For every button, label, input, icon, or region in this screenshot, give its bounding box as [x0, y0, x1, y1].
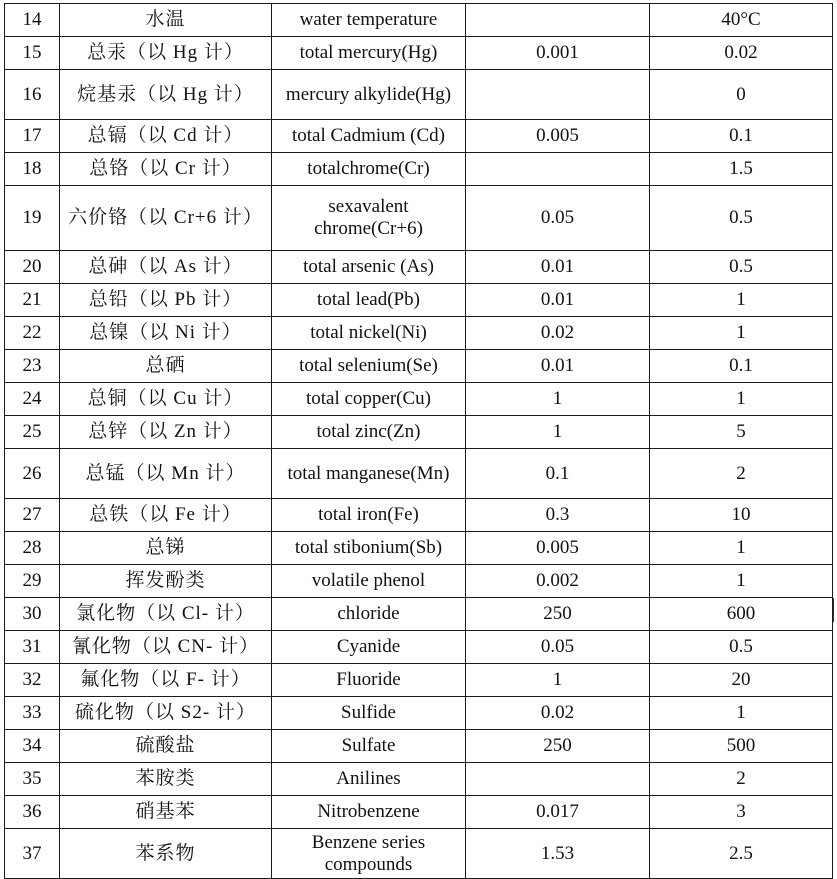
row-number-cell: 37: [5, 829, 60, 879]
row-number-cell: 34: [5, 730, 60, 763]
english-name-cell: Benzene series compounds: [272, 829, 466, 879]
table-row: [5, 631, 833, 664]
value-col-a-cell: 0.001: [466, 37, 650, 70]
row-number-cell: 29: [5, 565, 60, 598]
value-col-a-cell: 0.002: [466, 565, 650, 598]
english-name-cell: total selenium(Se): [272, 350, 466, 383]
value-col-a-cell: 1: [466, 664, 650, 697]
row-number-cell: 19: [5, 186, 60, 251]
value-col-b-cell: 0.5: [650, 251, 833, 284]
table-row: [5, 796, 833, 829]
chinese-name-cell: 总锰（以 Mn 计）: [60, 449, 272, 499]
value-col-b-cell: 0.1: [650, 350, 833, 383]
value-col-a-cell: 0.01: [466, 284, 650, 317]
value-col-a-cell: 0.02: [466, 697, 650, 730]
value-col-b-cell: 1: [650, 532, 833, 565]
chinese-name-cell: 总铅（以 Pb 计）: [60, 284, 272, 317]
table-row: [5, 120, 833, 153]
value-col-b-cell: 1: [650, 383, 833, 416]
value-col-a-cell: 0.02: [466, 317, 650, 350]
table-row: [5, 730, 833, 763]
table-row: [5, 153, 833, 186]
table-row: [5, 598, 833, 631]
chinese-name-cell: 六价铬（以 Cr+6 计）: [60, 186, 272, 251]
english-name-cell: Sulfide: [272, 697, 466, 730]
value-col-b-cell: 5: [650, 416, 833, 449]
table-row: [5, 697, 833, 730]
value-col-b-cell: 2.5: [650, 829, 833, 879]
value-col-a-cell: 1: [466, 416, 650, 449]
value-col-b-cell: 600: [650, 598, 833, 631]
value-col-b-cell: 1: [650, 697, 833, 730]
english-name-cell: total copper(Cu): [272, 383, 466, 416]
value-col-b-cell: 1: [650, 565, 833, 598]
row-number-cell: 27: [5, 499, 60, 532]
english-name-cell: Sulfate: [272, 730, 466, 763]
english-name-cell: total nickel(Ni): [272, 317, 466, 350]
margin-mark: [833, 598, 834, 622]
table-row: [5, 186, 833, 251]
value-col-a-cell: 0.005: [466, 532, 650, 565]
value-col-a-cell: 0.017: [466, 796, 650, 829]
pollutant-limits-table: [4, 3, 833, 879]
value-col-b-cell: 500: [650, 730, 833, 763]
value-col-a-cell: 0.01: [466, 251, 650, 284]
value-col-a-cell: 0.01: [466, 350, 650, 383]
table-row: [5, 251, 833, 284]
table-row: [5, 416, 833, 449]
table-row: [5, 449, 833, 499]
english-name-cell: total mercury(Hg): [272, 37, 466, 70]
row-number-cell: 17: [5, 120, 60, 153]
chinese-name-cell: 水温: [60, 4, 272, 37]
value-col-b-cell: 3: [650, 796, 833, 829]
table-row: [5, 350, 833, 383]
english-name-cell: volatile phenol: [272, 565, 466, 598]
table-row: [5, 499, 833, 532]
chinese-name-cell: 总铜（以 Cu 计）: [60, 383, 272, 416]
table-row: [5, 70, 833, 120]
english-name-cell: total zinc(Zn): [272, 416, 466, 449]
row-number-cell: 30: [5, 598, 60, 631]
value-col-b-cell: 1: [650, 284, 833, 317]
value-col-b-cell: 0.5: [650, 631, 833, 664]
chinese-name-cell: 硫化物（以 S2- 计）: [60, 697, 272, 730]
row-number-cell: 28: [5, 532, 60, 565]
table-row: [5, 763, 833, 796]
table-row: [5, 532, 833, 565]
value-col-b-cell: 10: [650, 499, 833, 532]
english-name-cell: chloride: [272, 598, 466, 631]
english-name-cell: totalchrome(Cr): [272, 153, 466, 186]
english-name-cell: mercury alkylide(Hg): [272, 70, 466, 120]
row-number-cell: 35: [5, 763, 60, 796]
row-number-cell: 18: [5, 153, 60, 186]
row-number-cell: 22: [5, 317, 60, 350]
table-row: [5, 565, 833, 598]
row-number-cell: 21: [5, 284, 60, 317]
chinese-name-cell: 总镉（以 Cd 计）: [60, 120, 272, 153]
english-name-cell: total arsenic (As): [272, 251, 466, 284]
table-row: [5, 317, 833, 350]
chinese-name-cell: 苯胺类: [60, 763, 272, 796]
value-col-a-cell: [466, 4, 650, 37]
value-col-b-cell: 20: [650, 664, 833, 697]
chinese-name-cell: 总铁（以 Fe 计）: [60, 499, 272, 532]
chinese-name-cell: 总砷（以 As 计）: [60, 251, 272, 284]
value-col-b-cell: 1: [650, 317, 833, 350]
value-col-b-cell: 2: [650, 763, 833, 796]
table-row: [5, 383, 833, 416]
table-row: [5, 4, 833, 37]
chinese-name-cell: 总锌（以 Zn 计）: [60, 416, 272, 449]
row-number-cell: 32: [5, 664, 60, 697]
value-col-b-cell: 2: [650, 449, 833, 499]
row-number-cell: 15: [5, 37, 60, 70]
chinese-name-cell: 挥发酚类: [60, 565, 272, 598]
english-name-cell: water temperature: [272, 4, 466, 37]
english-name-cell: sexavalent chrome(Cr+6): [272, 186, 466, 251]
value-col-b-cell: 0.02: [650, 37, 833, 70]
value-col-a-cell: [466, 70, 650, 120]
value-col-b-cell: 0.1: [650, 120, 833, 153]
row-number-cell: 24: [5, 383, 60, 416]
chinese-name-cell: 硝基苯: [60, 796, 272, 829]
value-col-a-cell: 0.05: [466, 186, 650, 251]
value-col-b-cell: 0.5: [650, 186, 833, 251]
value-col-b-cell: 40°C: [650, 4, 833, 37]
chinese-name-cell: 总锑: [60, 532, 272, 565]
row-number-cell: 25: [5, 416, 60, 449]
chinese-name-cell: 苯系物: [60, 829, 272, 879]
english-name-cell: Anilines: [272, 763, 466, 796]
value-col-a-cell: 0.005: [466, 120, 650, 153]
english-name-cell: Cyanide: [272, 631, 466, 664]
table-row: [5, 37, 833, 70]
row-number-cell: 26: [5, 449, 60, 499]
table-row: [5, 664, 833, 697]
chinese-name-cell: 氯化物（以 Cl- 计）: [60, 598, 272, 631]
value-col-a-cell: 0.05: [466, 631, 650, 664]
value-col-a-cell: 0.1: [466, 449, 650, 499]
english-name-cell: total manganese(Mn): [272, 449, 466, 499]
chinese-name-cell: 烷基汞（以 Hg 计）: [60, 70, 272, 120]
english-name-cell: total iron(Fe): [272, 499, 466, 532]
chinese-name-cell: 总铬（以 Cr 计）: [60, 153, 272, 186]
table-body: [5, 4, 833, 879]
value-col-a-cell: 1: [466, 383, 650, 416]
row-number-cell: 36: [5, 796, 60, 829]
chinese-name-cell: 氰化物（以 CN- 计）: [60, 631, 272, 664]
value-col-a-cell: 250: [466, 730, 650, 763]
value-col-a-cell: 1.53: [466, 829, 650, 879]
row-number-cell: 23: [5, 350, 60, 383]
row-number-cell: 31: [5, 631, 60, 664]
value-col-a-cell: [466, 153, 650, 186]
english-name-cell: total Cadmium (Cd): [272, 120, 466, 153]
value-col-a-cell: [466, 763, 650, 796]
chinese-name-cell: 氟化物（以 F- 计）: [60, 664, 272, 697]
chinese-name-cell: 总镍（以 Ni 计）: [60, 317, 272, 350]
english-name-cell: total stibonium(Sb): [272, 532, 466, 565]
table-row: [5, 829, 833, 879]
chinese-name-cell: 总汞（以 Hg 计）: [60, 37, 272, 70]
chinese-name-cell: 硫酸盐: [60, 730, 272, 763]
row-number-cell: 16: [5, 70, 60, 120]
value-col-a-cell: 250: [466, 598, 650, 631]
value-col-b-cell: 0: [650, 70, 833, 120]
row-number-cell: 14: [5, 4, 60, 37]
english-name-cell: Fluoride: [272, 664, 466, 697]
value-col-b-cell: 1.5: [650, 153, 833, 186]
row-number-cell: 33: [5, 697, 60, 730]
table-row: [5, 284, 833, 317]
row-number-cell: 20: [5, 251, 60, 284]
english-name-cell: total lead(Pb): [272, 284, 466, 317]
chinese-name-cell: 总硒: [60, 350, 272, 383]
english-name-cell: Nitrobenzene: [272, 796, 466, 829]
value-col-a-cell: 0.3: [466, 499, 650, 532]
